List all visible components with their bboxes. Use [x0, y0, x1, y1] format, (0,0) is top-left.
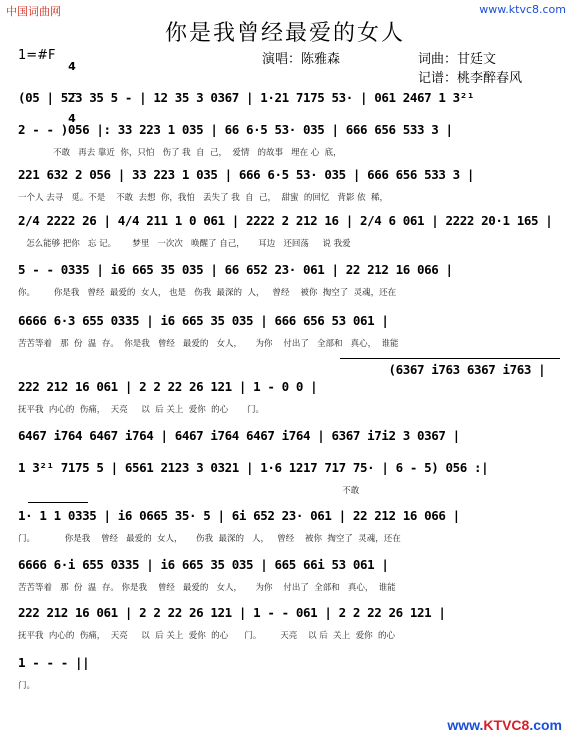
score-notes-row: (05 | 523 35 5 - | 12 35 3 0367 | 1·21 7175 53· | 061 2467 1 3²¹ [18, 90, 475, 105]
singer-credit: 演唱：陈雅森 [262, 52, 341, 67]
score-notes-row: 5 - - 0335 | i6 665 35 035 | 66 652 23· 061 | 22 212 16 066 | [18, 262, 453, 277]
badge-brand: KTVC8 [483, 717, 530, 733]
score-lyrics-row: 苦苦等着 那 份 温 存。 你是我 曾经 最爱的 女人， 为你 付出了 全部和 真心， 谁能 [18, 339, 399, 349]
watermark-site-left: 中国词曲网 [6, 5, 61, 18]
score-notes-row: (6367 i763 6367 i763 | [18, 362, 546, 377]
score-notes-row: 6666 6·i 655 0335 | i6 665 35 035 | 665 66i 53 061 | [18, 557, 389, 572]
score-lyrics-row: 你。 你是我 曾经 最爱的 女人， 也是 伤我 最深的 人， 曾经 被你 掏空了 灵魂，还在 [18, 288, 397, 298]
score-lyrics-row: 门。 你是我 曾经 最爱的 女人， 伤我 最深的 人， 曾经 被你 掏空了 灵魂，还在 [18, 534, 401, 544]
watermark-site-right: www.ktvc8.com [479, 3, 566, 16]
score-notes-row: 222 212 16 061 | 2 2 22 26 121 | 1 - 0 0 | [18, 379, 318, 394]
score-notes-row: 221 632 2 056 | 33 223 1 035 | 666 6·5 53· 035 | 666 656 533 3 | [18, 167, 475, 182]
time-signature-top: 4 [68, 60, 76, 73]
score-lyrics-row: 不敢 [18, 486, 360, 496]
badge-prefix: www. [447, 717, 484, 733]
transcriber-credit: 记谱：桃李醉春风 [418, 71, 523, 86]
score-notes-row: 2 - - )056 |: 33 223 1 035 | 66 6·5 53· 035 | 666 656 533 3 | [18, 122, 453, 137]
time-signature-bottom: 4 [68, 112, 76, 125]
score-lyrics-row: 抚平我 内心的 伤痛， 天亮 以 后 关上 爱你 的心 门。 [18, 405, 265, 415]
badge-suffix: .com [529, 717, 562, 733]
key-signature: 1=#F [18, 48, 56, 63]
volta-bracket-1 [340, 358, 560, 359]
score-notes-row: 222 212 16 061 | 2 2 22 26 121 | 1 - - 061 | 2 2 22 26 121 | [18, 605, 446, 620]
score-lyrics-row: 苦苦等着 那 份 温 存。 你是我 曾经 最爱的 女人， 为你 付出了 全部和 真心， 谁能 [18, 583, 396, 593]
score-lyrics-row: 怎么能够 把你 忘 记。 梦里 一次次 唤醒了 自己， 耳边 还回荡 说 我爱 [18, 239, 351, 249]
score-notes-row: 2/4 2222 26 | 4/4 211 1 0 061 | 2222 2 212 16 | 2/4 6 061 | 2222 20·1 165 | [18, 213, 553, 228]
score-lyrics-row: 一个人 去寻 觅。不是 不敢 去想 你，我怕 丢失了 我 自 己， 甜蜜 的回忆 背影 依 稀， [18, 193, 389, 203]
score-lyrics-row: 不敢 再去 靠近 你，只怕 伤了 我 自 己， 爱情 的故事 埋在 心 底， [18, 148, 342, 158]
score-notes-row: 6666 6·3 655 0335 | i6 665 35 035 | 666 656 53 061 | [18, 313, 389, 328]
time-signature [68, 42, 76, 134]
bottom-watermark-badge [447, 717, 562, 733]
score-lyrics-row: 门。 [18, 681, 36, 691]
score-lyrics-row: 抚平我 内心的 伤痛， 天亮 以 后 关上 爱你 的心 门。 天亮 以 后 关上 爱你 的心 [18, 631, 395, 641]
score-notes-row: 1· 1 1 0335 | i6 0665 35· 5 | 6i 652 23· 061 | 22 212 16 066 | [18, 508, 460, 523]
volta-bracket-2 [28, 502, 88, 503]
song-title: 你是我曾经最爱的女人 [164, 21, 405, 46]
lyricist-credit: 词曲：甘廷文 [418, 52, 497, 67]
score-notes-row: 1 3²¹ 7175 5 | 6561 2123 3 0321 | 1·6 1217 717 75· | 6 - 5) 056 :| [18, 460, 489, 475]
score-notes-row: 1 - - - || [18, 655, 90, 670]
score-notes-row: 6467 i764 6467 i764 | 6467 i764 6467 i764 | 6367 i7i2 3 0367 | [18, 428, 460, 443]
